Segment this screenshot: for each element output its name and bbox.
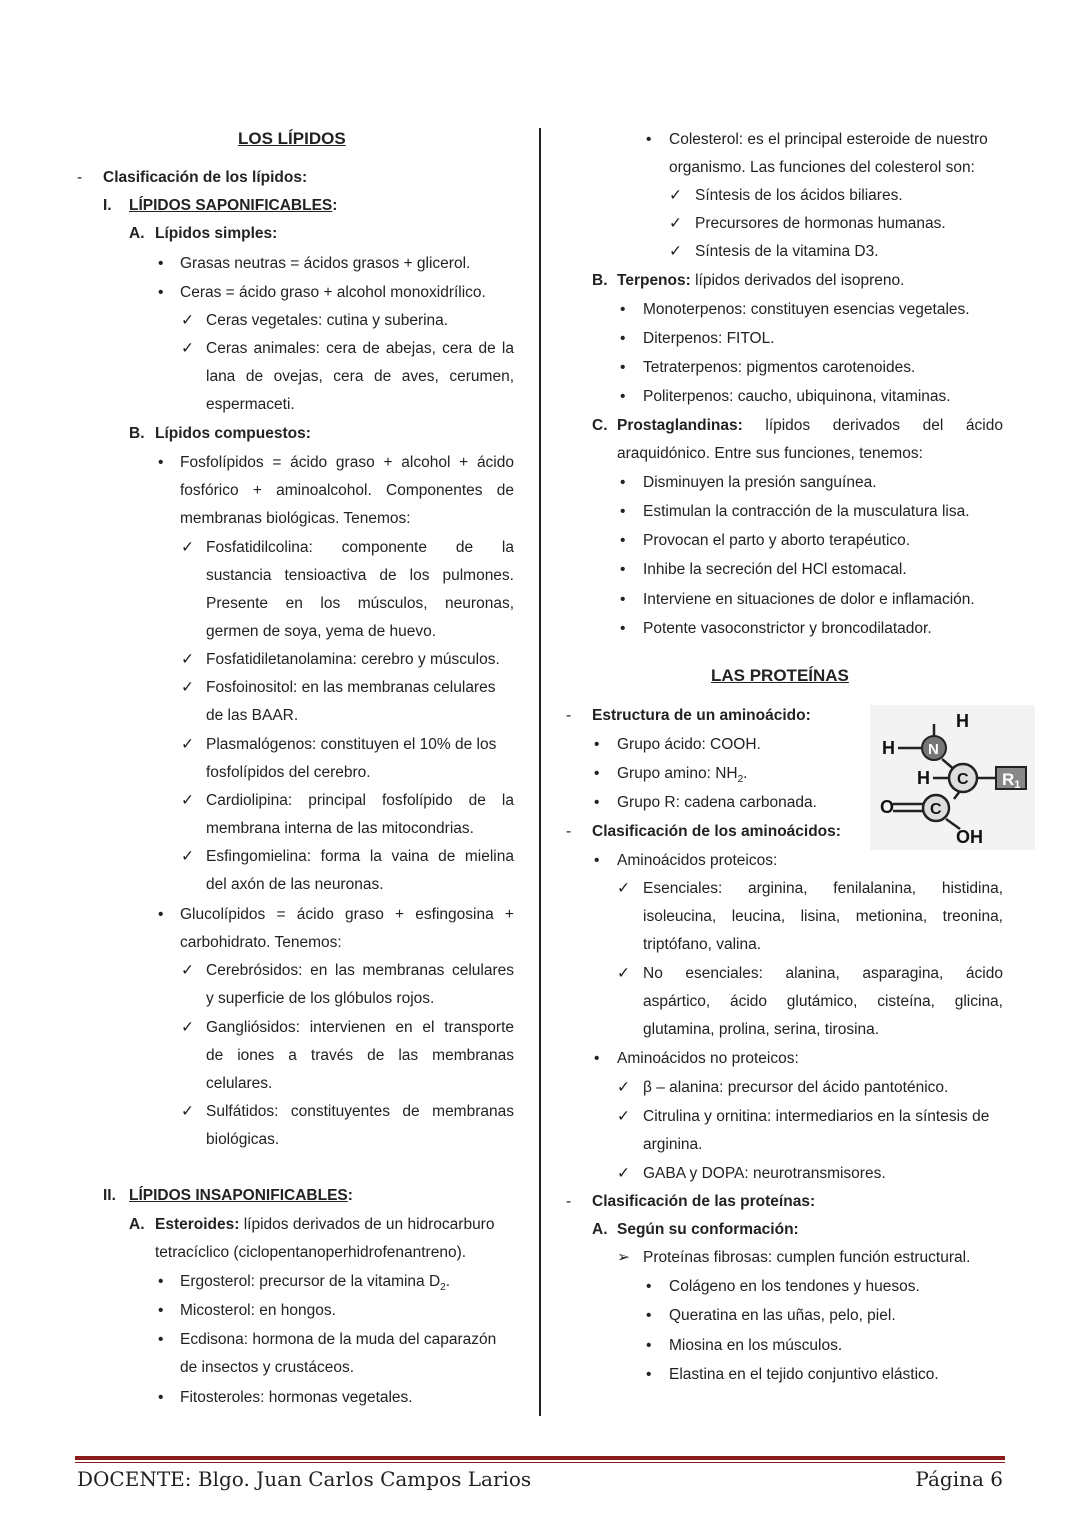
- list-item: Estimulan la contracción de la musculatura lisa.: [643, 503, 970, 520]
- list-item: Colágeno en los tendones y huesos.: [669, 1278, 920, 1295]
- text-line: Esenciales: arginina, fenilalanina, histidina,: [643, 880, 1003, 897]
- bullet-icon: [620, 300, 625, 320]
- bullet-icon: [646, 1306, 651, 1326]
- section-number: I.: [103, 197, 112, 214]
- list-item: Ceras vegetales: cutina y suberina.: [206, 312, 449, 329]
- checkmark-icon: [669, 186, 682, 206]
- bullet-icon: [646, 130, 651, 150]
- bullet-icon: [594, 793, 599, 813]
- text-line: sustancia tensioactiva de los pulmones.: [206, 567, 514, 584]
- subsection-letter: C.: [592, 417, 608, 434]
- text-line: [617, 271, 904, 291]
- text-line: Presente en los músculos, neuronas,: [206, 595, 514, 612]
- text-line: de las BAAR.: [206, 707, 299, 724]
- list-item: Fosfatidiletanolamina: cerebro y músculos.: [206, 651, 500, 668]
- checkmark-icon: [617, 1107, 630, 1127]
- bullet-icon: [620, 502, 625, 522]
- list-item: Tetraterpenos: pigmentos carotenoides.: [643, 359, 916, 376]
- text-line: Cerebrósidos: en las membranas celulares: [206, 962, 514, 979]
- text-line: Plasmalógenos: constituyen el 10% de los: [206, 736, 497, 753]
- text-line: araquidónico. Entre sus funciones, tenemos:: [617, 445, 923, 462]
- bullet-icon: [158, 905, 163, 925]
- list-item: Aminoácidos proteicos:: [617, 852, 778, 869]
- list-item: Síntesis de los ácidos biliares.: [695, 187, 903, 204]
- checkmark-icon: [617, 1164, 630, 1184]
- section-title: LÍPIDOS INSAPONIFICABLES: [129, 1187, 348, 1204]
- dash-bullet: [566, 706, 571, 726]
- period: .: [445, 1273, 451, 1290]
- text-line: Citrulina y ornitina: intermediarios en la síntesis de: [643, 1108, 990, 1125]
- subsection-letter: A.: [129, 1216, 145, 1233]
- section-heading: [129, 196, 337, 216]
- list-item: Potente vasoconstrictor y broncodilatador.: [643, 620, 932, 637]
- bullet-icon: [620, 473, 625, 493]
- list-item: Miosina en los músculos.: [669, 1337, 843, 1354]
- bullet-icon: [158, 1301, 163, 1321]
- list-item: Politerpenos: caucho, ubiquinona, vitaminas.: [643, 388, 951, 405]
- list-item: Monoterpenos: constituyen esencias vegetales.: [643, 301, 970, 318]
- text-line: fosfórico + aminoalcohol. Componentes de: [180, 482, 514, 499]
- text-line: [155, 1215, 494, 1235]
- list-item: [617, 764, 747, 790]
- text-line: arginina.: [643, 1136, 703, 1153]
- subsection-letter: A.: [592, 1221, 608, 1238]
- bullet-icon: [646, 1336, 651, 1356]
- text-line: lana de ovejas, cera de aves, cerumen,: [206, 368, 514, 385]
- text-line: Fosfatidilcolina: componente de la: [206, 539, 514, 556]
- bullet-icon: [158, 283, 163, 303]
- list-item: Precursores de hormonas humanas.: [695, 215, 946, 232]
- list-item: Fitosteroles: hormonas vegetales.: [180, 1389, 413, 1406]
- list-item: Grasas neutras = ácidos grasos + glicerol.: [180, 255, 471, 272]
- carbon-label: C: [957, 771, 969, 788]
- checkmark-icon: [181, 1018, 194, 1038]
- list-item: β – alanina: precursor del ácido pantoténico.: [643, 1079, 949, 1096]
- proteinas-title: LAS PROTEÍNAS: [711, 666, 849, 685]
- colon: :: [332, 197, 338, 214]
- checkmark-icon: [669, 242, 682, 262]
- bullet-icon: [594, 735, 599, 755]
- text-line: Cardiolipina: principal fosfolípido de la: [206, 792, 514, 809]
- bullet-icon: [620, 387, 625, 407]
- list-item: Grupo R: cadena carbonada.: [617, 794, 817, 811]
- subsection-title: Clasificación de las proteínas:: [592, 1193, 816, 1210]
- list-item: Aminoácidos no proteicos:: [617, 1050, 799, 1067]
- list-item: Micosterol: en hongos.: [180, 1302, 336, 1319]
- text-line: tetracíclico (ciclopentanoperhidrofenantreno).: [155, 1244, 467, 1261]
- section-heading: [129, 1186, 353, 1206]
- subsection-letter: B.: [592, 272, 608, 289]
- text-line: Fosfolípidos = ácido graso + alcohol + ácido: [180, 454, 514, 471]
- colon: :: [347, 1187, 353, 1204]
- text-line: Fosfoinositol: en las membranas celulares: [206, 679, 496, 696]
- checkmark-icon: [617, 1078, 630, 1098]
- bullet-icon: [646, 1277, 651, 1297]
- term: Prostaglandinas:: [617, 417, 743, 434]
- text-line: Gangliósidos: intervienen en el transporte: [206, 1019, 514, 1036]
- section-title: LÍPIDOS SAPONIFICABLES: [129, 197, 333, 214]
- checkmark-icon: [181, 961, 194, 981]
- bullet-icon: [158, 254, 163, 274]
- bullet-icon: [594, 764, 599, 784]
- subsection-title: Clasificación de los aminoácidos:: [592, 823, 841, 840]
- list-item: Grupo ácido: COOH.: [617, 736, 761, 753]
- footer-author: DOCENTE: Blgo. Juan Carlos Campos Larios: [77, 1467, 532, 1491]
- subsection-title: Lípidos simples:: [155, 225, 278, 242]
- subsection-title: Estructura de un aminoácido:: [592, 707, 811, 724]
- definition: lípidos derivados del ácido: [742, 417, 1003, 434]
- text-line: espermaceti.: [206, 396, 295, 413]
- checkmark-icon: [669, 214, 682, 234]
- column-divider: [539, 128, 541, 1416]
- text-line: Sulfátidos: constituyentes de membranas: [206, 1103, 514, 1120]
- text-line: membranas biológicas. Tenemos:: [180, 510, 411, 527]
- section-number: II.: [103, 1187, 116, 1204]
- bullet-icon: [620, 590, 625, 610]
- period: .: [743, 765, 748, 782]
- checkmark-icon: [181, 1102, 194, 1122]
- checkmark-icon: [181, 538, 194, 558]
- carbon-label: C: [930, 801, 942, 818]
- checkmark-icon: [181, 847, 194, 867]
- item-text: Ergosterol: precursor de la vitamina D: [180, 1273, 441, 1290]
- bullet-icon: [620, 329, 625, 349]
- checkmark-icon: [617, 964, 630, 984]
- text-line: Ceras animales: cera de abejas, cera de la: [206, 340, 514, 357]
- bullet-icon: [158, 453, 163, 473]
- text-line: Colesterol: es el principal esteroide de nuestro: [669, 131, 988, 148]
- bullet-icon: [620, 619, 625, 639]
- list-item: Diterpenos: FITOL.: [643, 330, 775, 347]
- checkmark-icon: [181, 735, 194, 755]
- item-text: Grupo amino: NH: [617, 765, 738, 782]
- bullet-icon: [620, 531, 625, 551]
- bullet-icon: [158, 1272, 163, 1292]
- text-line: carbohidrato. Tenemos:: [180, 934, 342, 951]
- list-item: Proteínas fibrosas: cumplen función estructural.: [643, 1249, 971, 1266]
- hydrogen-label: H: [956, 711, 969, 731]
- text-line: membrana interna de las mitocondrias.: [206, 820, 474, 837]
- footer-rule: [75, 1456, 1005, 1460]
- term: Terpenos:: [617, 272, 691, 289]
- dash-bullet: [77, 168, 82, 188]
- text-line: del axón de las neuronas.: [206, 876, 384, 893]
- text-line: Esfingomielina: forma la vaina de mielina: [206, 848, 514, 865]
- arrow-bullet-icon: [617, 1248, 630, 1268]
- subsection-letter: B.: [129, 425, 145, 442]
- subsection-title: Lípidos compuestos:: [155, 425, 311, 442]
- r-subscript: 1: [1014, 779, 1021, 791]
- checkmark-icon: [181, 650, 194, 670]
- bullet-icon: [620, 560, 625, 580]
- bullet-icon: [620, 358, 625, 378]
- checkmark-icon: [181, 791, 194, 811]
- list-item: GABA y DOPA: neurotransmisores.: [643, 1165, 886, 1182]
- list-item: Inhibe la secreción del HCl estomacal.: [643, 561, 907, 578]
- list-item: Ceras = ácido graso + alcohol monoxidrílico.: [180, 284, 486, 301]
- term: Esteroides:: [155, 1216, 240, 1233]
- hydrogen-label: H: [917, 768, 930, 788]
- text-line: fosfolípidos del cerebro.: [206, 764, 371, 781]
- text-line: isoleucina, leucina, lisina, metionina, treonina,: [643, 908, 1003, 925]
- list-item: Provocan el parto y aborto terapéutico.: [643, 532, 911, 549]
- list-item: Interviene en situaciones de dolor e inflamación.: [643, 591, 975, 608]
- checkmark-icon: [617, 879, 630, 899]
- amino-acid-structure-diagram: [870, 705, 1035, 850]
- text-line: Glucolípidos = ácido graso + esfingosina +: [180, 906, 514, 923]
- lipidos-title: LOS LÍPIDOS: [238, 129, 346, 148]
- subsection-title: Según su conformación:: [617, 1221, 799, 1238]
- bullet-icon: [646, 1365, 651, 1385]
- list-item: [180, 1272, 450, 1298]
- definition: lípidos derivados de un hidrocarburo: [239, 1216, 495, 1233]
- hydroxyl-label: OH: [956, 827, 983, 847]
- text-line: germen de soya, yema de huevo.: [206, 623, 437, 640]
- definition: lípidos derivados del isopreno.: [690, 272, 905, 289]
- list-item: Queratina en las uñas, pelo, piel.: [669, 1307, 896, 1324]
- text-line: y superficie de los glóbulos rojos.: [206, 990, 435, 1007]
- text-line: [617, 416, 1003, 436]
- checkmark-icon: [181, 678, 194, 698]
- footer-page-number: Página 6: [915, 1467, 1003, 1491]
- text-line: de iones a través de las membranas: [206, 1047, 514, 1064]
- r-letter: R: [1002, 770, 1015, 789]
- subscript: 2: [440, 1282, 446, 1294]
- list-item: Elastina en el tejido conjuntivo elástico.: [669, 1366, 939, 1383]
- subsection-letter: A.: [129, 225, 145, 242]
- dash-bullet: [566, 822, 571, 842]
- bullet-icon: [594, 1049, 599, 1069]
- bullet-icon: [594, 851, 599, 871]
- footer-rule-thin: [75, 1462, 1005, 1463]
- text-line: biológicas.: [206, 1131, 280, 1148]
- text-line: triptófano, valina.: [643, 936, 762, 953]
- text-line: Ecdisona: hormona de la muda del caparazón: [180, 1331, 497, 1348]
- hydrogen-label: H: [882, 738, 895, 758]
- text-line: de insectos y crustáceos.: [180, 1359, 355, 1376]
- text-line: glutamina, prolina, serina, tirosina.: [643, 1021, 880, 1038]
- text-line: organismo. Las funciones del colesterol son:: [669, 159, 975, 176]
- text-line: aspártico, ácido glutámico, cisteína, glicina,: [643, 993, 1003, 1010]
- list-item: Síntesis de la vitamina D3.: [695, 243, 879, 260]
- oxygen-label: O: [880, 797, 895, 817]
- classification-label: Clasificación de los lípidos:: [103, 169, 308, 186]
- checkmark-icon: [181, 311, 194, 331]
- nitrogen-label: N: [928, 741, 939, 758]
- subscript: 2: [737, 774, 744, 786]
- bullet-icon: [158, 1330, 163, 1350]
- text-line: celulares.: [206, 1075, 273, 1092]
- checkmark-icon: [181, 339, 194, 359]
- list-item: Disminuyen la presión sanguínea.: [643, 474, 877, 491]
- dash-bullet: [566, 1192, 571, 1212]
- bullet-icon: [158, 1388, 163, 1408]
- text-line: No esenciales: alanina, asparagina, ácido: [643, 965, 1003, 982]
